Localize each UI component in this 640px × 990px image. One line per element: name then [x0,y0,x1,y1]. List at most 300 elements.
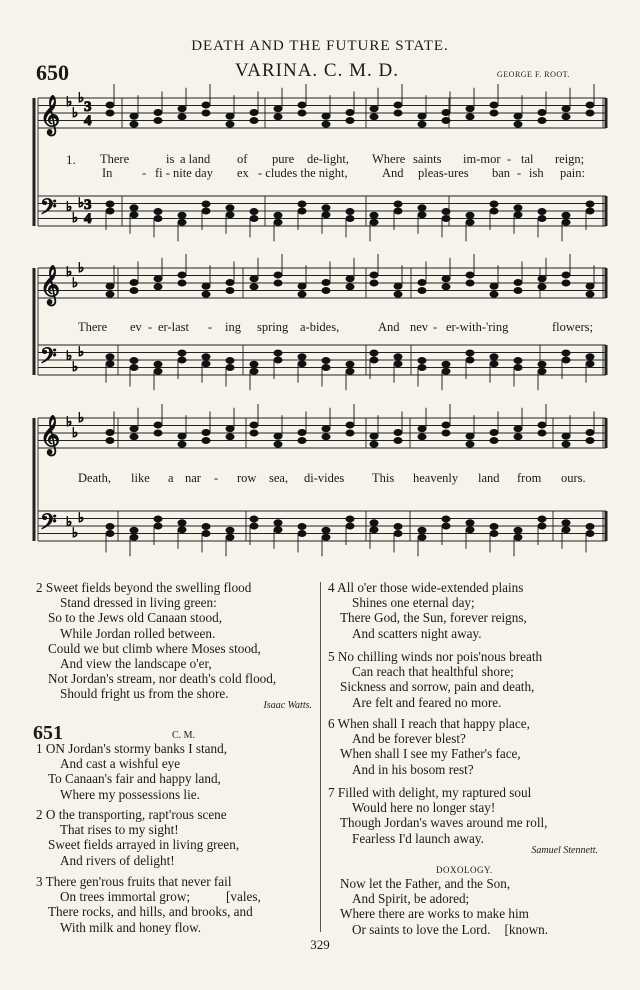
notehead [202,531,210,537]
lyric-word: nev [410,320,429,334]
notehead [586,201,594,207]
notehead [202,110,210,116]
notehead [442,523,450,529]
notehead [418,365,426,371]
notehead [586,354,594,360]
notehead [538,110,546,116]
notehead [298,291,306,297]
lyric-word: row [237,471,257,485]
notehead [442,422,450,428]
notehead [130,358,138,364]
lyric-word: tal [521,152,534,166]
notehead [154,523,162,529]
notehead [250,110,258,116]
flat-icon: ♭ [66,414,73,429]
notehead [202,430,210,436]
notehead [490,283,498,289]
flat-icon: ♭ [78,510,85,525]
notehead [538,216,546,222]
notehead [466,350,474,356]
notehead [178,520,186,526]
notehead [322,534,330,540]
lyric-word: like [131,471,150,485]
notehead [346,516,354,522]
notehead [274,219,282,225]
notehead [418,426,426,432]
notehead [106,361,114,367]
notehead [106,430,114,436]
notehead [466,527,474,533]
notehead [154,284,162,290]
notehead [226,113,234,119]
notehead [202,291,210,297]
notehead [250,422,258,428]
notehead [298,531,306,537]
notehead [178,212,186,218]
notehead [466,272,474,278]
notehead [466,441,474,447]
notehead [226,365,234,371]
notehead [250,516,258,522]
notehead [130,426,138,432]
notehead [370,114,378,120]
notehead [322,426,330,432]
lyric-word: nar [185,471,201,485]
notehead [586,524,594,530]
notehead [466,212,474,218]
notehead [490,361,498,367]
treble-clef-icon: 𝄞 [40,97,61,134]
notehead [490,531,498,537]
notehead [130,434,138,440]
notehead [490,354,498,360]
notehead [298,208,306,214]
notehead [514,113,522,119]
notehead [370,441,378,447]
lyric-word: - [517,166,522,180]
notehead [250,368,258,374]
notehead [418,280,426,286]
lyric-word: im-mor [463,152,501,166]
notehead [586,291,594,297]
notehead [394,524,402,530]
flat-icon: ♭ [78,344,85,359]
notehead [370,520,378,526]
lyric-word: a-bides, [300,320,340,334]
notehead [322,434,330,440]
bass-clef-icon: 𝄢 [40,195,57,224]
flat-icon: ♭ [66,348,73,363]
hymn-651-verse-3: 3 There gen'rous fruits that never fail On trees immortal grow; [vales, There rocks, and hills, and brooks, and With milk and honey flow. [36,874,261,935]
lyric-word: ban [492,166,511,180]
flat-icon: ♭ [78,90,85,105]
notehead [178,272,186,278]
notehead [298,110,306,116]
notehead [586,361,594,367]
lyric-word: ish [529,166,544,180]
notehead [442,216,450,222]
notehead [586,283,594,289]
notehead [322,280,330,286]
notehead [298,361,306,367]
verse-2: 2 Sweet fields beyond the swelling flood Stand dressed in living green: So to the Jews old Canaan stood, While Jordan rolled between. Could we but climb where Moses stood, And view the landscape o'er, Not Jordan's stream, nor death's cold flood, Should fright us from the shore. [36,580,277,702]
treble-clef-icon: 𝄞 [40,417,61,454]
notehead [466,520,474,526]
notehead [130,288,138,294]
notehead [298,201,306,207]
lyric-word: er-with-'ring [446,320,509,334]
notehead [202,361,210,367]
notehead [370,219,378,225]
lyric-word: pain: [560,166,585,180]
notehead [346,209,354,215]
notehead [346,361,354,367]
notehead [442,118,450,124]
flat-icon: ♭ [66,514,73,529]
notehead [466,433,474,439]
notehead [562,272,570,278]
notehead [202,283,210,289]
notehead [346,118,354,124]
notehead [178,350,186,356]
notehead [226,527,234,533]
notehead [130,534,138,540]
notehead [418,113,426,119]
notehead [130,113,138,119]
tune-name: VARINA. C. M. D. [235,60,399,81]
notehead [298,354,306,360]
notehead [250,361,258,367]
flat-icon: ♭ [72,425,79,440]
notehead [178,527,186,533]
notehead [394,430,402,436]
notehead [346,523,354,529]
notehead [322,212,330,218]
notehead [274,106,282,112]
notehead [274,350,282,356]
notehead [298,438,306,444]
notehead [106,524,114,530]
notehead [586,430,594,436]
notehead [322,288,330,294]
notehead [562,106,570,112]
hymn-651-number: 651 [33,722,63,744]
notehead [154,368,162,374]
notehead [250,523,258,529]
notehead [106,531,114,537]
hymn-651-verse-1: 1 ON Jordan's stormy banks I stand, And cast a wishful eye To Canaan's fair and happy land, Where my possessions lie. [36,741,228,802]
notehead [106,354,114,360]
flat-icon: ♭ [66,94,73,109]
notehead [226,288,234,294]
notehead [154,118,162,124]
verse-5: 5 No chilling winds nor pois'nous breath Can reach that healthful shore; Sickness and sorrow, pain and death, Are felt and feared no more. [328,649,543,710]
notehead [538,523,546,529]
flat-icon: ♭ [78,195,85,210]
notehead [130,280,138,286]
lyric-word: de-light, [307,152,350,166]
notehead [562,441,570,447]
notehead [130,212,138,218]
hymn-651-verse-2: 2 O the transporting, rapt'rous scene That rises to my sight! Sweet fields arrayed in living green, And rivers of delight! [36,807,240,868]
composer: GEORGE F. ROOT. [497,70,570,79]
lyric-word: di-vides [304,471,345,485]
notehead [490,102,498,108]
notehead [154,216,162,222]
lyric-word: fi - nite day [155,166,213,180]
notehead [130,205,138,211]
lyric-word: saints [413,152,442,166]
lyric-word: flowers; [552,320,593,334]
bass-clef-icon: 𝄢 [40,344,57,373]
hymn-651-meter: C. M. [172,730,196,741]
lyric-word: a [168,471,174,485]
notehead [442,209,450,215]
flat-icon: ♭ [78,410,85,425]
notehead [538,284,546,290]
notehead [538,118,546,124]
notehead [370,106,378,112]
notehead [154,209,162,215]
lyric-word: pleas-ures [418,166,469,180]
notehead [298,524,306,530]
notehead [154,361,162,367]
notehead [394,110,402,116]
notehead [562,520,570,526]
verse-4: 4 All o'er those wide-extended plains Shines one eternal day; There God, the Sun, forever reigns, And scatters night away. [328,580,527,641]
lyric-word: In [102,166,113,180]
notehead [106,283,114,289]
lyric-word: pure [272,152,295,166]
notehead [466,219,474,225]
flat-icon: ♭ [78,260,85,275]
notehead [178,219,186,225]
notehead [130,527,138,533]
notehead [394,201,402,207]
notehead [370,212,378,218]
notehead [178,106,186,112]
notehead [106,110,114,116]
notehead [226,426,234,432]
notehead [154,422,162,428]
notehead [418,212,426,218]
notehead [250,118,258,124]
notehead [418,288,426,294]
verse-7-author: Samuel Stennett. [531,845,598,856]
notehead [130,121,138,127]
notehead [322,527,330,533]
lyric-word: from [517,471,542,485]
lyric-word: spring [257,320,289,334]
notehead [490,430,498,436]
notehead [106,102,114,108]
time-signature: 3 [84,197,92,213]
notehead [562,357,570,363]
time-signature: 4 [84,211,92,227]
notehead [130,365,138,371]
notehead [178,433,186,439]
notehead [490,524,498,530]
notehead [514,121,522,127]
notehead [298,283,306,289]
bass-clef-icon: 𝄢 [40,510,57,539]
doxology-heading: DOXOLOGY. [436,865,493,875]
notehead [274,441,282,447]
flat-icon: ♭ [72,359,79,374]
notehead [538,516,546,522]
notehead [226,534,234,540]
notehead [226,121,234,127]
notehead [538,209,546,215]
lyric-line-1: 1. [66,152,76,167]
notehead [442,516,450,522]
lyric-word: - [507,152,512,166]
doxology: Now let the Father, and the Son, And Spirit, be adored; Where there are works to make him Or saints to love the Lord. [known. [340,876,549,937]
notehead [394,361,402,367]
notehead [226,434,234,440]
notehead [490,291,498,297]
notehead [178,280,186,286]
notehead [202,354,210,360]
notehead [394,208,402,214]
notehead [514,434,522,440]
notehead [418,205,426,211]
notehead [514,527,522,533]
notehead [250,216,258,222]
notehead [322,113,330,119]
lyric-word: ing [225,320,241,334]
notehead [562,350,570,356]
notehead [346,216,354,222]
notehead [346,430,354,436]
notehead [490,110,498,116]
notehead [514,205,522,211]
flat-icon: ♭ [66,264,73,279]
lyric-word: Where [372,152,406,166]
section-title: DEATH AND THE FUTURE STATE. [191,38,449,54]
notehead [562,280,570,286]
notehead [322,205,330,211]
notehead [394,531,402,537]
notehead [562,433,570,439]
notehead [370,350,378,356]
notehead [250,276,258,282]
lyric-word: ex [237,166,249,180]
verse-6: 6 When shall I reach that happy place, And be forever blest? When shall I see my Father's face, And in his bosom rest? [328,716,530,777]
lyric-word: There [100,152,130,166]
notehead [202,201,210,207]
notehead [418,121,426,127]
notehead [274,114,282,120]
lyric-word: ev [130,320,142,334]
lyric-word: And [378,320,400,334]
notehead [370,280,378,286]
notehead [322,365,330,371]
notehead [514,365,522,371]
lyric-word: Death, [78,471,111,485]
notehead [346,110,354,116]
lyric-word: This [372,471,395,485]
flat-icon: ♭ [72,210,79,225]
verse-2-author: Isaac Watts. [263,700,312,711]
notehead [370,357,378,363]
notehead [562,212,570,218]
time-signature: 4 [84,113,92,129]
notehead [202,438,210,444]
notehead [370,527,378,533]
notehead [538,422,546,428]
notehead [586,102,594,108]
notehead [418,434,426,440]
notehead [538,361,546,367]
notehead [346,284,354,290]
notehead [514,426,522,432]
notehead [226,205,234,211]
notehead [418,527,426,533]
notehead [226,212,234,218]
lyric-word: There [78,320,108,334]
notehead [250,209,258,215]
notehead [106,201,114,207]
lyric-word: - [214,471,219,485]
notehead [538,368,546,374]
notehead [538,430,546,436]
lyric-word: sea, [269,471,289,485]
notehead [442,110,450,116]
lyric-word: a land [180,152,211,166]
lyric-word: And [382,166,404,180]
flat-icon: ♭ [66,199,73,214]
notehead [298,430,306,436]
notehead [442,284,450,290]
notehead [178,357,186,363]
notehead [490,201,498,207]
notehead [274,272,282,278]
notehead [178,441,186,447]
notehead [394,102,402,108]
lyric-word: of [237,152,248,166]
notehead [274,212,282,218]
notehead [394,354,402,360]
notehead [346,422,354,428]
notehead [562,114,570,120]
notehead [490,438,498,444]
notehead [442,361,450,367]
notehead [538,276,546,282]
notehead [154,110,162,116]
notehead [418,358,426,364]
notehead [202,524,210,530]
notehead [466,114,474,120]
notehead [586,531,594,537]
notehead [154,516,162,522]
notehead [106,291,114,297]
notehead [394,283,402,289]
notehead [442,368,450,374]
notehead [274,527,282,533]
lyric-word: - [208,320,213,334]
notehead [562,527,570,533]
notehead [514,212,522,218]
notehead [466,280,474,286]
lyric-word: er-last [158,320,189,334]
notehead [442,276,450,282]
notehead [586,438,594,444]
notehead [250,284,258,290]
flat-icon: ♭ [72,275,79,290]
notehead [346,368,354,374]
notehead [226,358,234,364]
